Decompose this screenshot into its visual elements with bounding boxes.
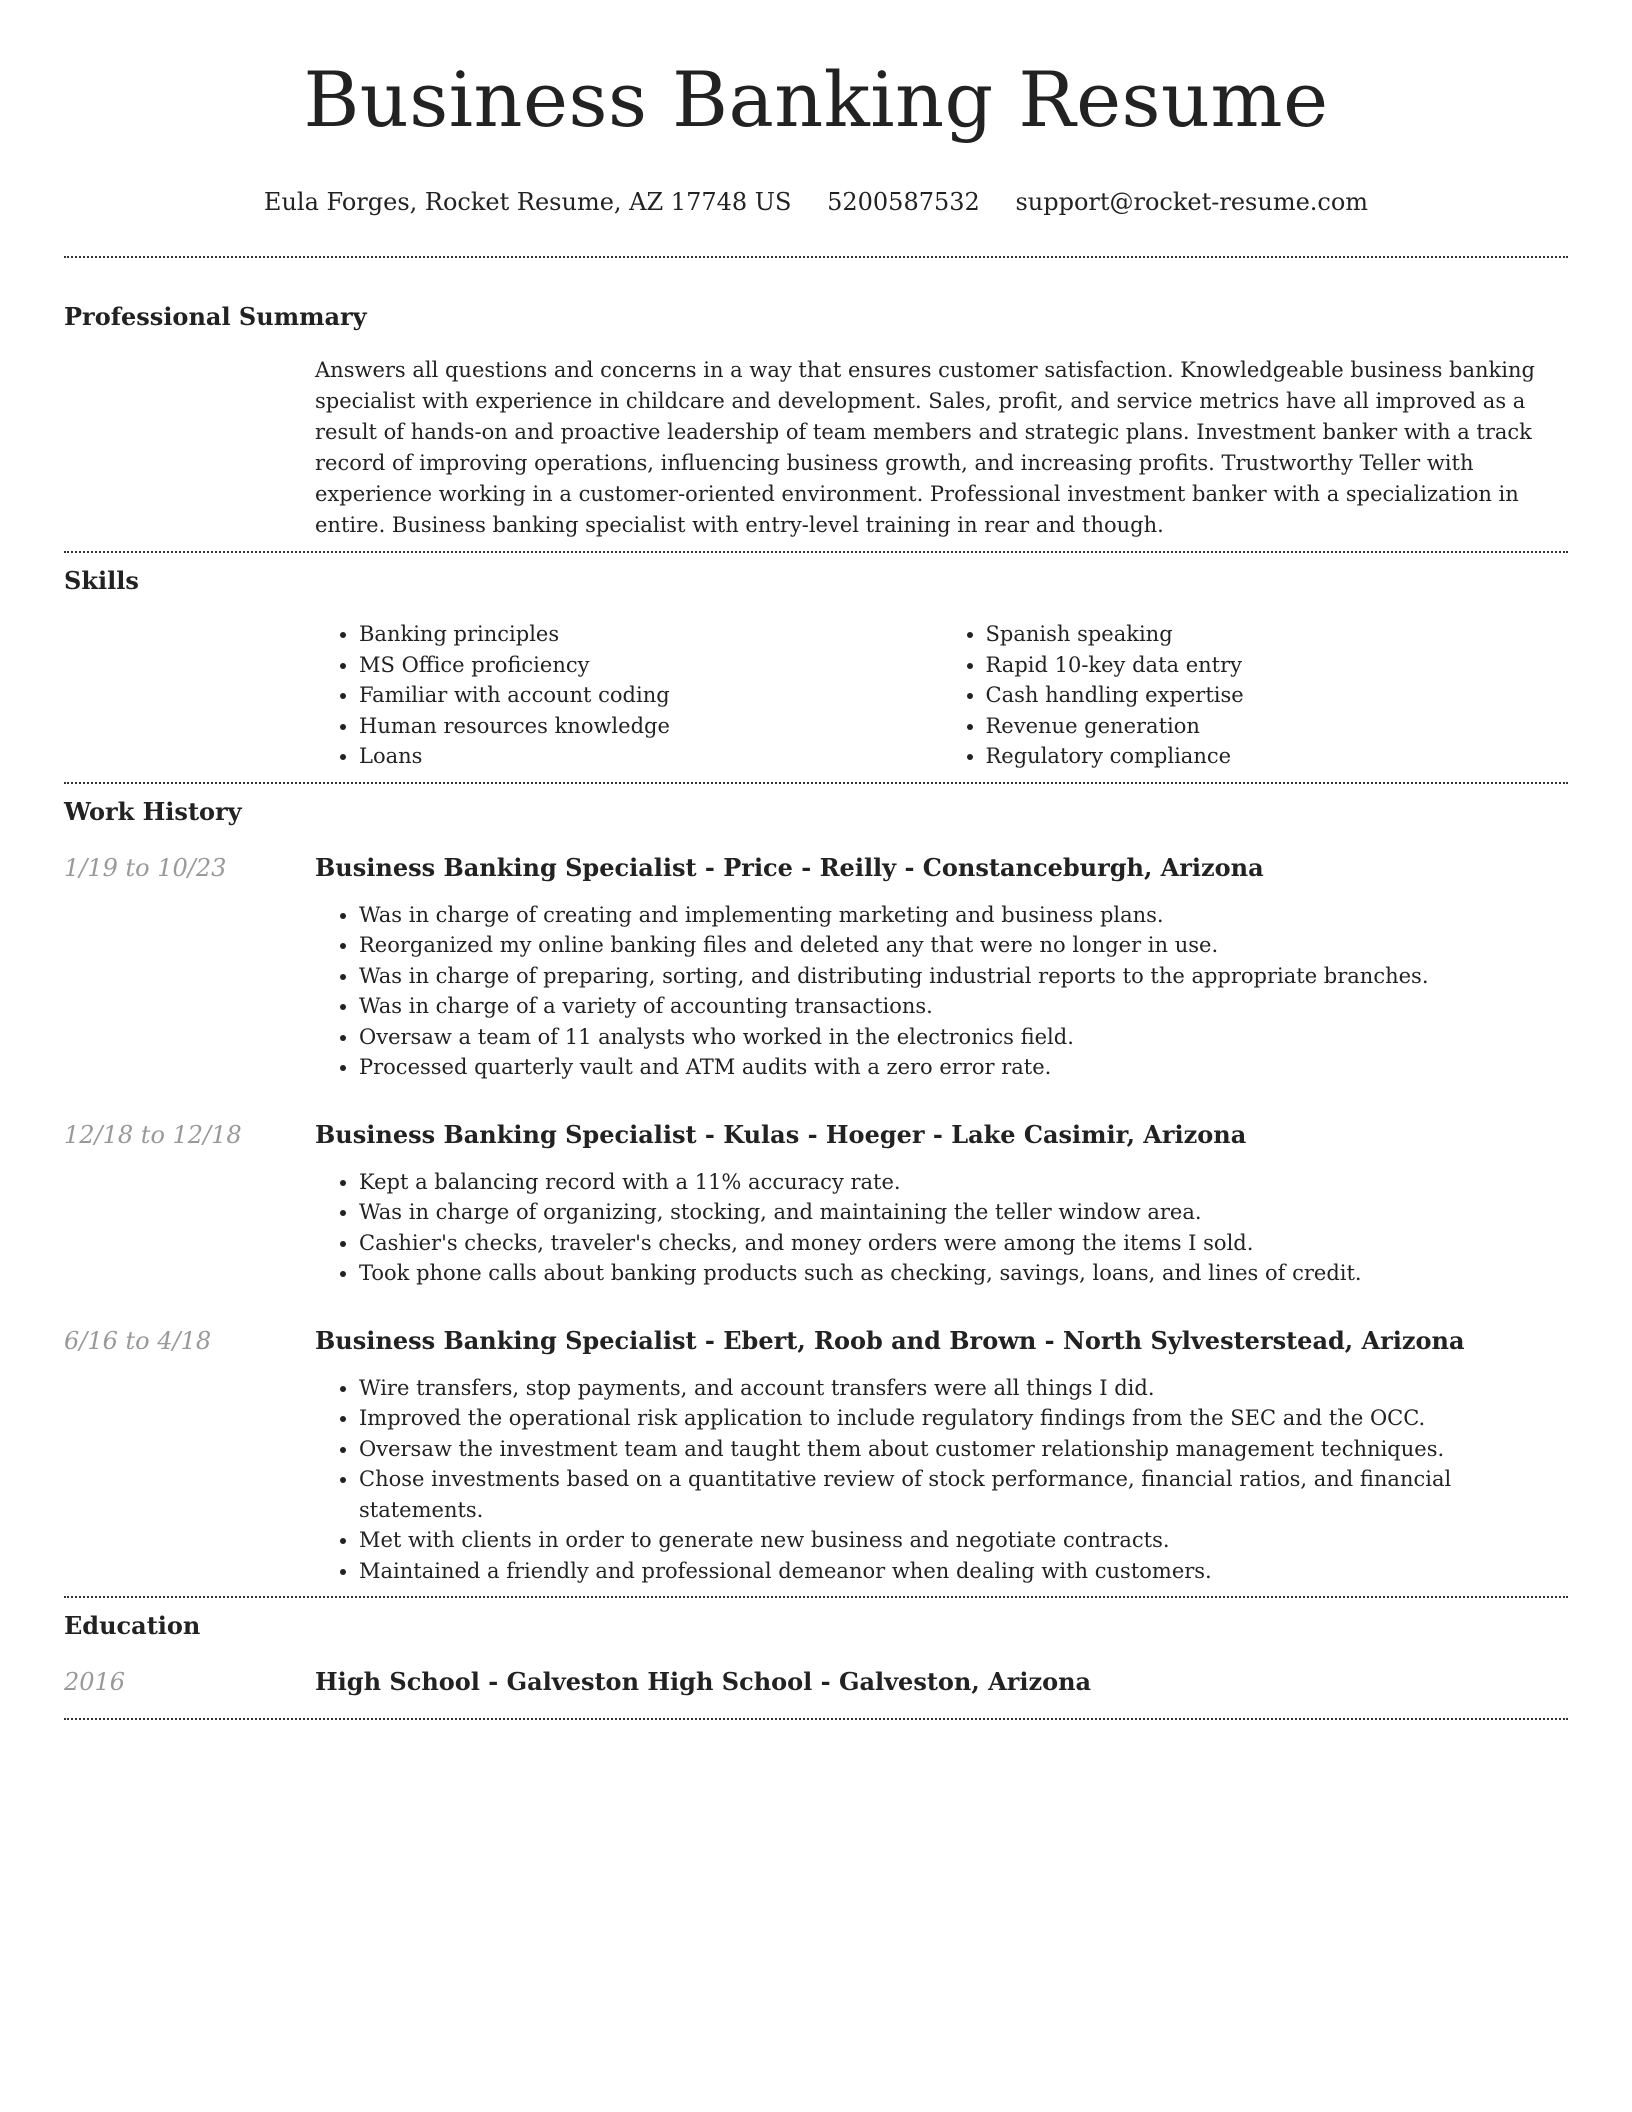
job-bullet: • Was in charge of organizing, stocking, and maintaining the teller window area. [359, 1197, 1568, 1228]
skills-list-left [315, 619, 942, 772]
divider [64, 256, 1568, 258]
contact-phone: 5200587532 [827, 188, 980, 216]
job-bullet: • Cashier's checks, traveler's checks, and money orders were among the items I sold. [359, 1228, 1568, 1259]
job-bullet: • Was in charge of a variety of accounting transactions. [359, 991, 1568, 1022]
education-title: High School - Galveston High School - Galveston, Arizona [315, 1667, 1092, 1696]
job-bullets [315, 1373, 1568, 1587]
resume-title: Business Banking Resume [303, 55, 1329, 144]
skill-item: • Familiar with account coding [359, 680, 942, 711]
job-bullet: • Took phone calls about banking products such as checking, savings, loans, and lines of credit. [359, 1258, 1568, 1289]
divider [64, 1596, 1568, 1598]
job-bullet: • Was in charge of creating and implementing marketing and business plans. [359, 900, 1568, 931]
skill-item: • Rapid 10-key data entry [986, 650, 1569, 681]
education-entry [64, 1666, 1568, 1698]
skill-item: • Loans [359, 741, 942, 772]
job-title: Business Banking Specialist - Price - Reilly - Constanceburgh, Arizona [315, 852, 1264, 882]
skill-item: • Spanish speaking [986, 619, 1569, 650]
summary-section [64, 301, 1568, 541]
skills-heading: Skills [64, 566, 139, 595]
divider [64, 551, 1568, 553]
skill-item: • Revenue generation [986, 711, 1569, 742]
work-history-section [64, 796, 1568, 1587]
skill-item: • Human resources knowledge [359, 711, 942, 742]
contact-address: Eula Forges, Rocket Resume, AZ 17748 US [263, 188, 792, 216]
job-dates: 1/19 to 10/23 [64, 853, 227, 882]
job-bullet: • Maintained a friendly and professional demeanor when dealing with customers. [359, 1556, 1568, 1587]
job-bullet: • Improved the operational risk application to include regulatory findings from the SEC and the OCC. [359, 1403, 1568, 1434]
contact-email: support@rocket-resume.com [1015, 188, 1369, 216]
job-bullets [315, 900, 1568, 1083]
job-bullet: • Processed quarterly vault and ATM audits with a zero error rate. [359, 1052, 1568, 1083]
job-dates: 6/16 to 4/18 [64, 1326, 212, 1355]
education-heading: Education [64, 1611, 201, 1640]
job-bullet: • Oversaw the investment team and taught them about customer relationship management techniques. [359, 1434, 1568, 1465]
job-bullet: • Reorganized my online banking files and deleted any that were no longer in use. [359, 930, 1568, 961]
job-bullet: • Oversaw a team of 11 analysts who worked in the electronics field. [359, 1022, 1568, 1053]
job-entry [64, 1325, 1568, 1587]
divider [64, 1718, 1568, 1720]
job-bullet: • Wire transfers, stop payments, and account transfers were all things I did. [359, 1373, 1568, 1404]
job-bullet: • Kept a balancing record with a 11% accuracy rate. [359, 1167, 1568, 1198]
job-entry [64, 852, 1568, 1083]
skill-item: • MS Office proficiency [359, 650, 942, 681]
skills-list-right [942, 619, 1569, 772]
skill-item: • Cash handling expertise [986, 680, 1569, 711]
summary-heading: Professional Summary [64, 302, 367, 331]
skill-item: • Regulatory compliance [986, 741, 1569, 772]
skills-section [64, 565, 1568, 772]
job-bullets [315, 1167, 1568, 1289]
job-dates: 12/18 to 12/18 [64, 1120, 242, 1149]
job-bullet: • Chose investments based on a quantitative review of stock performance, financial ratios, and financial statements. [359, 1464, 1568, 1525]
job-bullet: • Was in charge of preparing, sorting, and distributing industrial reports to the appropriate branches. [359, 961, 1568, 992]
summary-text: Answers all questions and concerns in a way that ensures customer satisfaction. Knowledgeable business banking specialist with experience in childcare and development. Sales, profit, and service metrics have all improved as a result of hands-on and proactive leadership of team members and strategic plans. Investment banker with a track record of improving operations, influencing business growth, and increasing profits. Trustworthy Teller with experience working in a customer-oriented environment. Professional investment banker with a specialization in entire. Business banking specialist with entry-level training in rear and though. [315, 358, 1535, 537]
skill-item: • Banking principles [359, 619, 942, 650]
work-history-heading: Work History [64, 796, 242, 826]
education-year: 2016 [64, 1668, 126, 1696]
job-title: Business Banking Specialist - Kulas - Hoeger - Lake Casimir, Arizona [315, 1119, 1247, 1149]
job-bullet: • Met with clients in order to generate new business and negotiate contracts. [359, 1525, 1568, 1556]
education-section [64, 1610, 1568, 1698]
divider [64, 782, 1568, 784]
job-entry [64, 1119, 1568, 1289]
job-title: Business Banking Specialist - Ebert, Roob and Brown - North Sylvesterstead, Arizona [315, 1325, 1465, 1355]
contact-line [64, 186, 1568, 218]
